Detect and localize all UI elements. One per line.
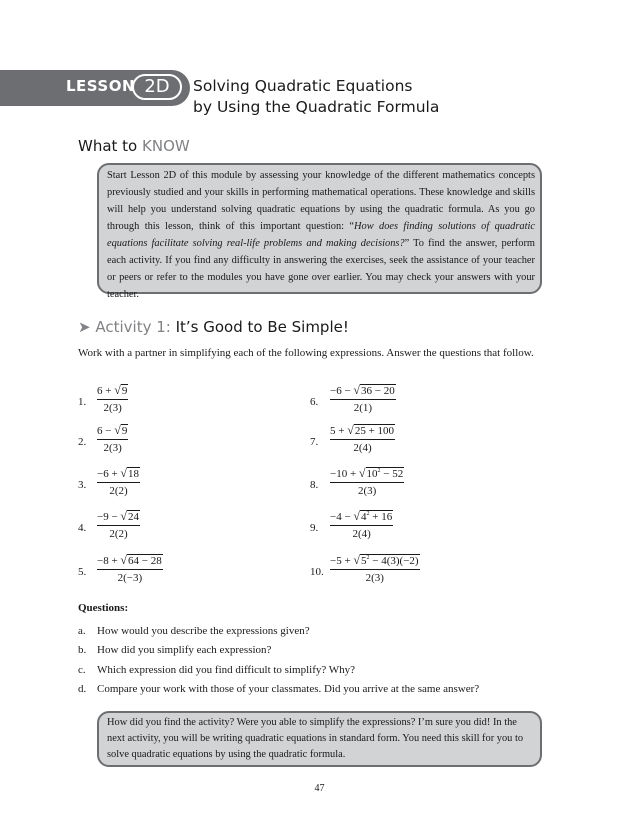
fraction-bar: [97, 482, 140, 483]
denominator: 2(2): [109, 485, 128, 497]
expr-number: 3.: [78, 479, 87, 491]
closing-text: How did you find the activity? Were you able to simplify the expressions? I’m sure you did! In the next activity, you will be writing quadratic equations in standard form. You need this skill for you to solve quadratic equations by using the quadratic formula.: [107, 717, 524, 760]
expression-4: [97, 509, 140, 540]
expr-number: 7.: [310, 436, 319, 448]
fraction-bar: [330, 399, 396, 400]
question-letter: a.: [78, 625, 86, 637]
fraction-bar: [97, 569, 163, 570]
question-text: Which expression did you find difficult to simplify? Why?: [97, 664, 356, 676]
intro-text-italic: How does finding solutions of quadratic equations facilitate solving real-life problems and making decisions?: [107, 221, 535, 249]
question-text: How did you simplify each expression?: [97, 644, 272, 656]
expression-3: [97, 466, 140, 497]
question-text: Compare your work with those of your classmates. Did you arrive at the same answer?: [97, 683, 480, 695]
expression-8: [330, 466, 404, 497]
lesson-code: 2D: [144, 76, 170, 97]
fraction-bar: [330, 569, 420, 570]
denominator: 2(3): [365, 572, 384, 584]
numerator: $-10 + √10^2 - 52$: [330, 466, 404, 480]
denominator: 2(4): [353, 442, 372, 454]
expression-1: [97, 383, 128, 414]
fraction-bar: [97, 525, 140, 526]
expression-10: [330, 553, 420, 584]
question-letter: c.: [78, 664, 86, 676]
numerator: −6 + √18: [97, 466, 140, 480]
expr-number: 2.: [78, 436, 87, 448]
heading-part-b: KNOW: [142, 137, 190, 155]
page-number: 47: [314, 783, 325, 794]
lesson-title-line1: Solving Quadratic Equations: [193, 77, 413, 95]
numerator: −8 + √64 − 28: [97, 553, 162, 567]
numerator: $-5 + √5^2 - 4(3)(-2)$: [330, 553, 419, 567]
fraction-bar: [97, 399, 128, 400]
numerator: −6 − √36 − 20: [330, 383, 395, 397]
fraction-bar: [330, 525, 393, 526]
expr-number: 6.: [310, 396, 319, 408]
what-to-know-heading: [78, 137, 190, 155]
lesson-title-line2: by Using the Quadratic Formula: [193, 98, 440, 116]
lesson-label: LESSON: [66, 77, 136, 95]
expression-6: [330, 383, 396, 414]
expression-2: [97, 423, 128, 454]
fraction-bar: [330, 439, 395, 440]
numerator: $-4 - √4^2 + 16$: [330, 509, 393, 523]
denominator: 2(4): [352, 528, 371, 540]
denominator: 2(3): [103, 442, 122, 454]
fraction-bar: [330, 482, 404, 483]
fraction-bar: [97, 439, 128, 440]
expr-number: 9.: [310, 522, 319, 534]
denominator: 2(−3): [117, 572, 143, 584]
activity-heading: [78, 318, 349, 336]
intro-text: [107, 167, 535, 303]
numerator: −9 − √24: [97, 509, 140, 523]
question-text: How would you describe the expressions given?: [97, 625, 310, 637]
intro-text-a: Start Lesson 2D of this module by assessing your knowledge of the different mathematics concepts previously studied and your skills in performing mathematical operations. These knowledge and skills will help you understand solving quadratic equations by using the quadratic formula. As you go through this lesson, think of this important question: “: [107, 170, 535, 232]
numerator: 5 + √25 + 100: [330, 423, 395, 437]
heading-part-a: What to: [78, 137, 143, 155]
expression-9: [330, 509, 393, 540]
activity-label: Activity 1:: [95, 318, 176, 336]
numerator: 6 + √9: [97, 383, 128, 397]
intro-text-b: ” To find the answer, perform each activity. If you find any difficulty in answering the exercises, seek the assistance of your teacher or peers or refer to the modules you have gone over earlier. You may check your answers with your teacher.: [107, 238, 535, 300]
expr-number: 8.: [310, 479, 319, 491]
question-letter: d.: [78, 683, 87, 695]
expr-number: 4.: [78, 522, 87, 534]
activity-title: It’s Good to Be Simple!: [175, 318, 349, 336]
expr-number: 5.: [78, 566, 87, 578]
expression-7: [330, 423, 395, 454]
question-letter: b.: [78, 644, 87, 656]
numerator: 6 − √9: [97, 423, 128, 437]
expr-number: 1.: [78, 396, 87, 408]
expression-5: [97, 553, 163, 584]
denominator: 2(1): [353, 402, 373, 414]
denominator: 2(2): [109, 528, 128, 540]
arrow-icon: ➤: [78, 318, 91, 336]
expr-number: 10.: [310, 566, 324, 578]
activity-instructions: Work with a partner in simplifying each of the following expressions. Answer the questions that follow.: [78, 347, 534, 359]
denominator: 2(3): [357, 485, 377, 497]
lesson-title: [193, 76, 439, 118]
questions-heading: Questions:: [78, 602, 129, 614]
denominator: 2(3): [103, 402, 122, 414]
